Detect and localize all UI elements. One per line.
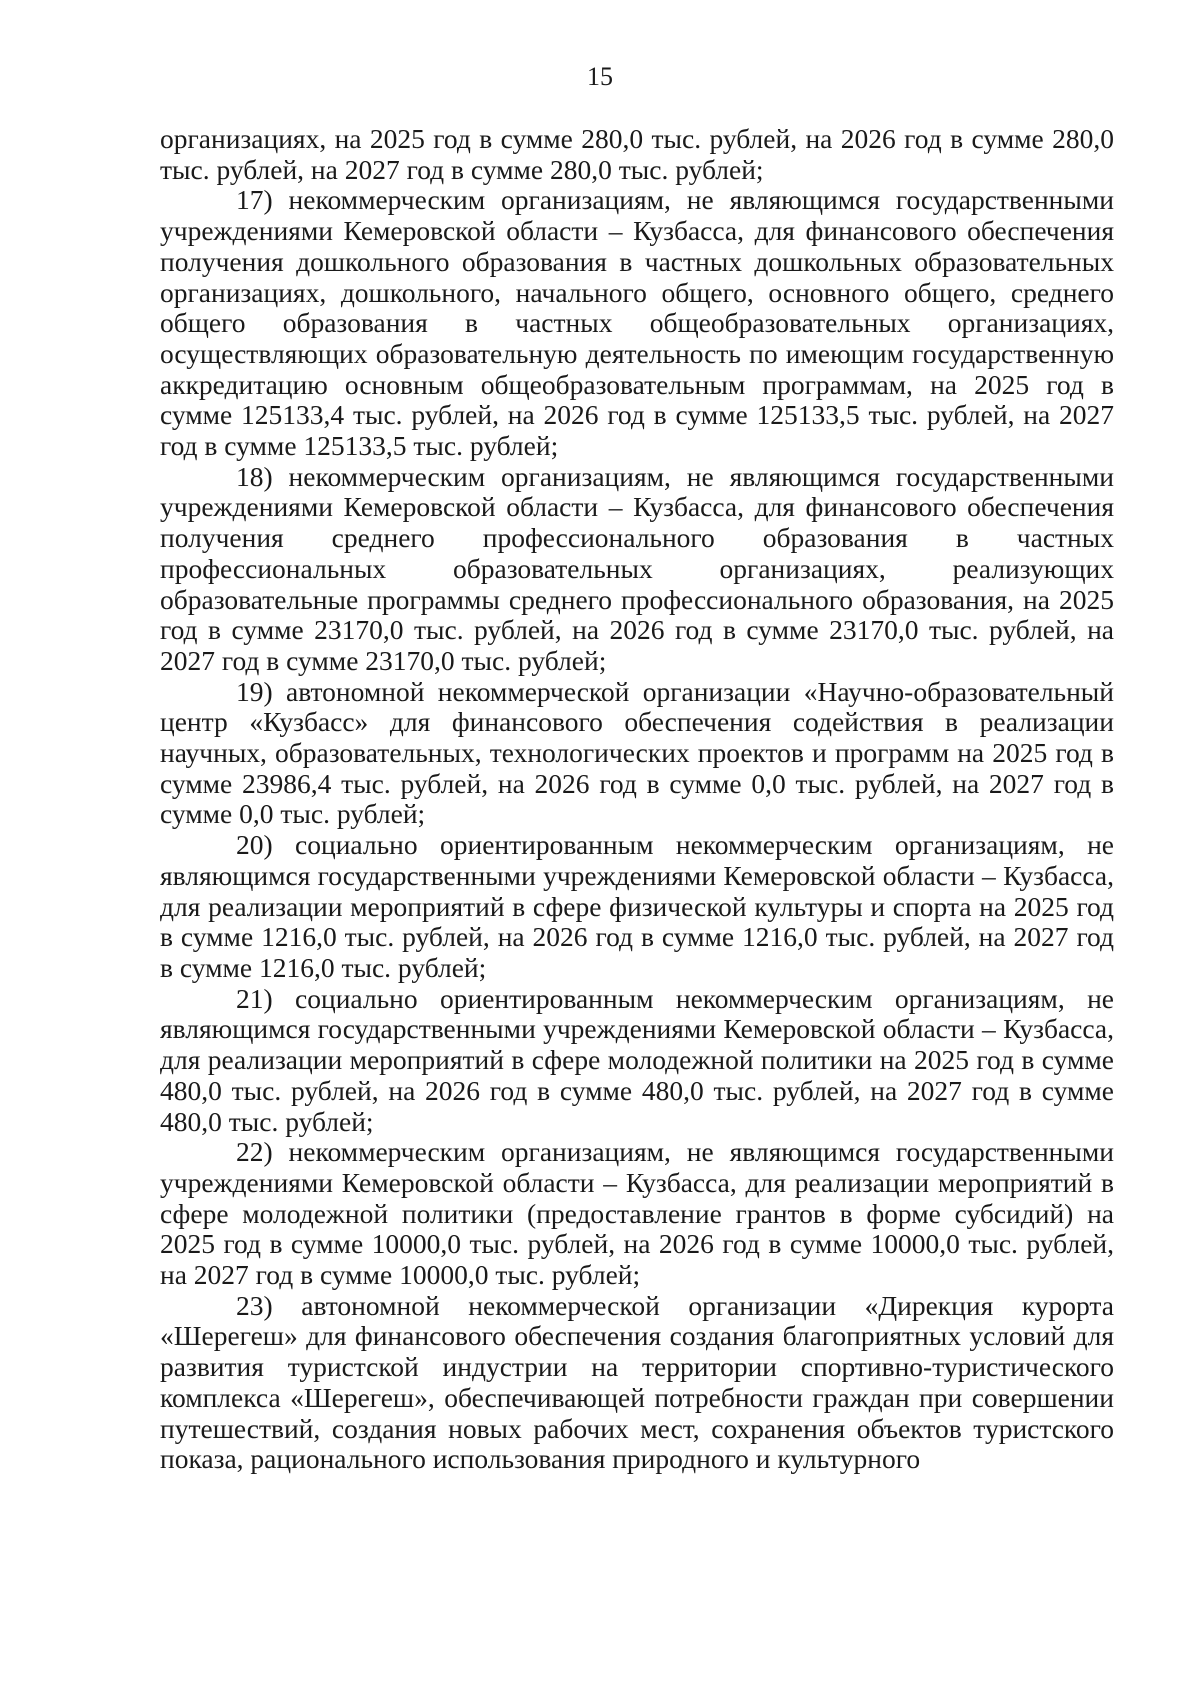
paragraph-item-18: 18) некоммерческим организациям, не являющимся государственными учреждениями Кемеровской области – Кузбасса, для финансового обеспечения получения среднего профессионального образования в частных профессиональных образовательных организациях, реализующих образовательные программы среднего профессионального образования, на 2025 год в сумме 23170,0 тыс. рублей, на 2026 год в сумме 23170,0 тыс. рублей, на 2027 год в сумме 23170,0 тыс. рублей; — [160, 460, 1114, 676]
paragraph-item-23: 23) автономной некоммерческой организации «Дирекция курорта «Шерегеш» для финансового обеспечения создания благоприятных условий для развития туристской индустрии на территории спортивно-туристического комплекса «Шерегеш», обеспечивающей потребности граждан при совершении путешествий, создания новых рабочих мест, сохранения объектов туристского показа, рационального использования природного и культурного — [160, 1289, 1114, 1475]
page-number: 15 — [587, 62, 613, 91]
paragraph-item-22: 22) некоммерческим организациям, не являющимся государственными учреждениями Кемеровской области – Кузбасса, для реализации мероприятий в сфере молодежной политики (предоставление грантов в форме субсидий) на 2025 год в сумме 10000,0 тыс. рублей, на 2026 год в сумме 10000,0 тыс. рублей, на 2027 год в сумме 10000,0 тыс. рублей; — [160, 1136, 1114, 1291]
paragraph-item-17: 17) некоммерческим организациям, не являющимся государственными учреждениями Кемеровской области – Кузбасса, для финансового обеспечения получения дошкольного образования в частных дошкольных образовательных организациях, дошкольного, начального общего, основного общего, среднего общего образования в частных общеобразовательных организациях, осуществляющих образовательную деятельность по имеющим государственную аккредитацию основным общеобразовательным программам, на 2025 год в сумме 125133,4 тыс. рублей, на 2026 год в сумме 125133,5 тыс. рублей, на 2027 год в сумме 125133,5 тыс. рублей; — [160, 184, 1114, 462]
document-body — [160, 124, 1114, 1475]
paragraph-item-21: 21) социально ориентированным некоммерческим организациям, не являющимся государственными учреждениями Кемеровской области – Кузбасса, для реализации мероприятий в сфере молодежной политики на 2025 год в сумме 480,0 тыс. рублей, на 2026 год в сумме 480,0 тыс. рублей, на 2027 год в сумме 480,0 тыс. рублей; — [160, 982, 1114, 1137]
paragraph-continuation: организациях, на 2025 год в сумме 280,0 тыс. рублей, на 2026 год в сумме 280,0 тыс. рублей, на 2027 год в сумме 280,0 тыс. рублей; — [160, 123, 1114, 185]
paragraph-item-20: 20) социально ориентированным некоммерческим организациям, не являющимся государственными учреждениями Кемеровской области – Кузбасса, для реализации мероприятий в сфере физической культуры и спорта на 2025 год в сумме 1216,0 тыс. рублей, на 2026 год в сумме 1216,0 тыс. рублей, на 2027 год в сумме 1216,0 тыс. рублей; — [160, 829, 1114, 983]
paragraph-item-19: 19) автономной некоммерческой организации «Научно-образовательный центр «Кузбасс» для финансового обеспечения содействия в реализации научных, образовательных, технологических проектов и программ на 2025 год в сумме 23986,4 тыс. рублей, на 2026 год в сумме 0,0 тыс. рублей, на 2027 год в сумме 0,0 тыс. рублей; — [160, 675, 1114, 830]
